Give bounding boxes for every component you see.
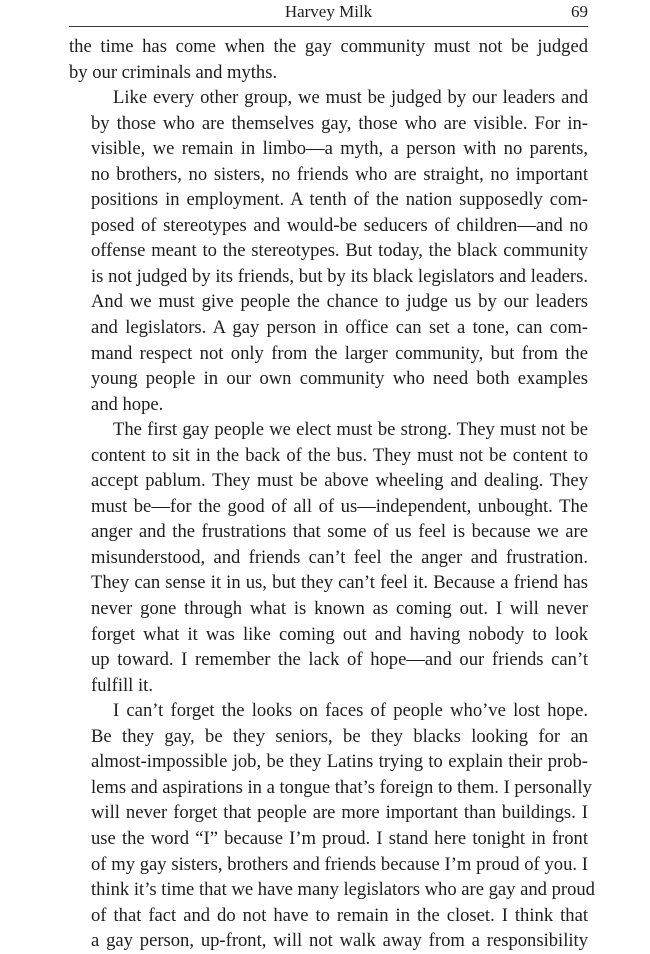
running-header [69, 0, 588, 27]
text-line: the time has come when the gay community must not be judged [69, 36, 588, 57]
text-line: content to sit in the back of the bus. They must not be content to [91, 444, 588, 466]
text-line: visible, we remain in limbo—a myth, a person with no parents, [91, 138, 588, 160]
text-line: of my gay sisters, brothers and friends because I’m proud of you. I [91, 853, 588, 875]
text-line: almost-impossible job, be they Latins trying to explain their prob- [91, 751, 588, 773]
text-line: young people in our own community who need both examples [91, 368, 588, 390]
book-page [69, 0, 595, 954]
text-line: I can’t forget the looks on faces of people who’ve lost hope. [113, 700, 588, 722]
text-line: is not judged by its friends, but by its black legislators and leaders. [91, 265, 588, 287]
text-line: will never forget that people are more important than buildings. I [91, 802, 588, 824]
text-line: use the word “I” because I’m proud. I stand here tonight in front [91, 827, 588, 849]
text-line: and legislators. A gay person in office can set a tone, can com- [91, 317, 588, 339]
text-line: anger and the frustrations that some of us feel is because we are [91, 521, 588, 543]
text-line: no brothers, no sisters, no friends who are straight, no important [91, 163, 588, 185]
paragraph-2 [69, 85, 588, 417]
text-line: The first gay people we elect must be strong. They must not be [113, 419, 588, 441]
text-line: lems and aspirations in a tongue that’s foreign to them. I personally [91, 776, 592, 798]
page-number: 69 [571, 2, 588, 21]
text-line: by our criminals and myths. [69, 61, 278, 83]
text-line: positions in employment. A tenth of the nation supposedly com- [91, 189, 588, 211]
paragraph-3 [69, 417, 588, 698]
paragraph-1 [69, 34, 588, 85]
text-line: must be—for the good of all of us—independent, unbought. The [91, 495, 588, 517]
body-text [69, 34, 595, 954]
text-line: forget what it was like coming out and having nobody to look [91, 623, 588, 645]
text-line: posed of stereotypes and would-be seducers of children—and no [91, 214, 588, 236]
text-line: of that fact and do not have to remain in the closet. I think that [91, 904, 588, 926]
text-line: misunderstood, and friends can’t feel the anger and frustration. [91, 546, 588, 568]
text-line: Be they gay, be they seniors, be they blacks looking for an [91, 725, 588, 747]
text-line: and hope. [91, 393, 164, 415]
text-line: And we must give people the chance to judge us by our leaders [91, 291, 588, 313]
text-line: up toward. I remember the lack of hope—and our friends can’t [91, 649, 588, 671]
text-line: by those who are themselves gay, those who are visible. For in- [91, 112, 588, 134]
text-line: never gone through what is known as coming out. I will never [91, 598, 588, 620]
paragraph-4 [69, 698, 595, 953]
running-title: Harvey Milk [284, 2, 373, 21]
text-line: accept pablum. They must be above wheeling and dealing. They [91, 470, 588, 492]
text-line: mand respect not only from the larger community, but from the [91, 342, 588, 364]
text-line: a gay person, up-front, will not walk away from a responsibility [91, 930, 588, 952]
text-line: fulfill it. [91, 674, 153, 696]
text-line: They can sense it in us, but they can’t feel it. Because a friend has [91, 572, 588, 594]
text-line: offense meant to the stereotypes. But today, the black community [91, 240, 588, 262]
text-line: think it’s time that we have many legislators who are gay and proud [91, 879, 595, 901]
text-line: Like every other group, we must be judged by our leaders and [113, 87, 588, 109]
